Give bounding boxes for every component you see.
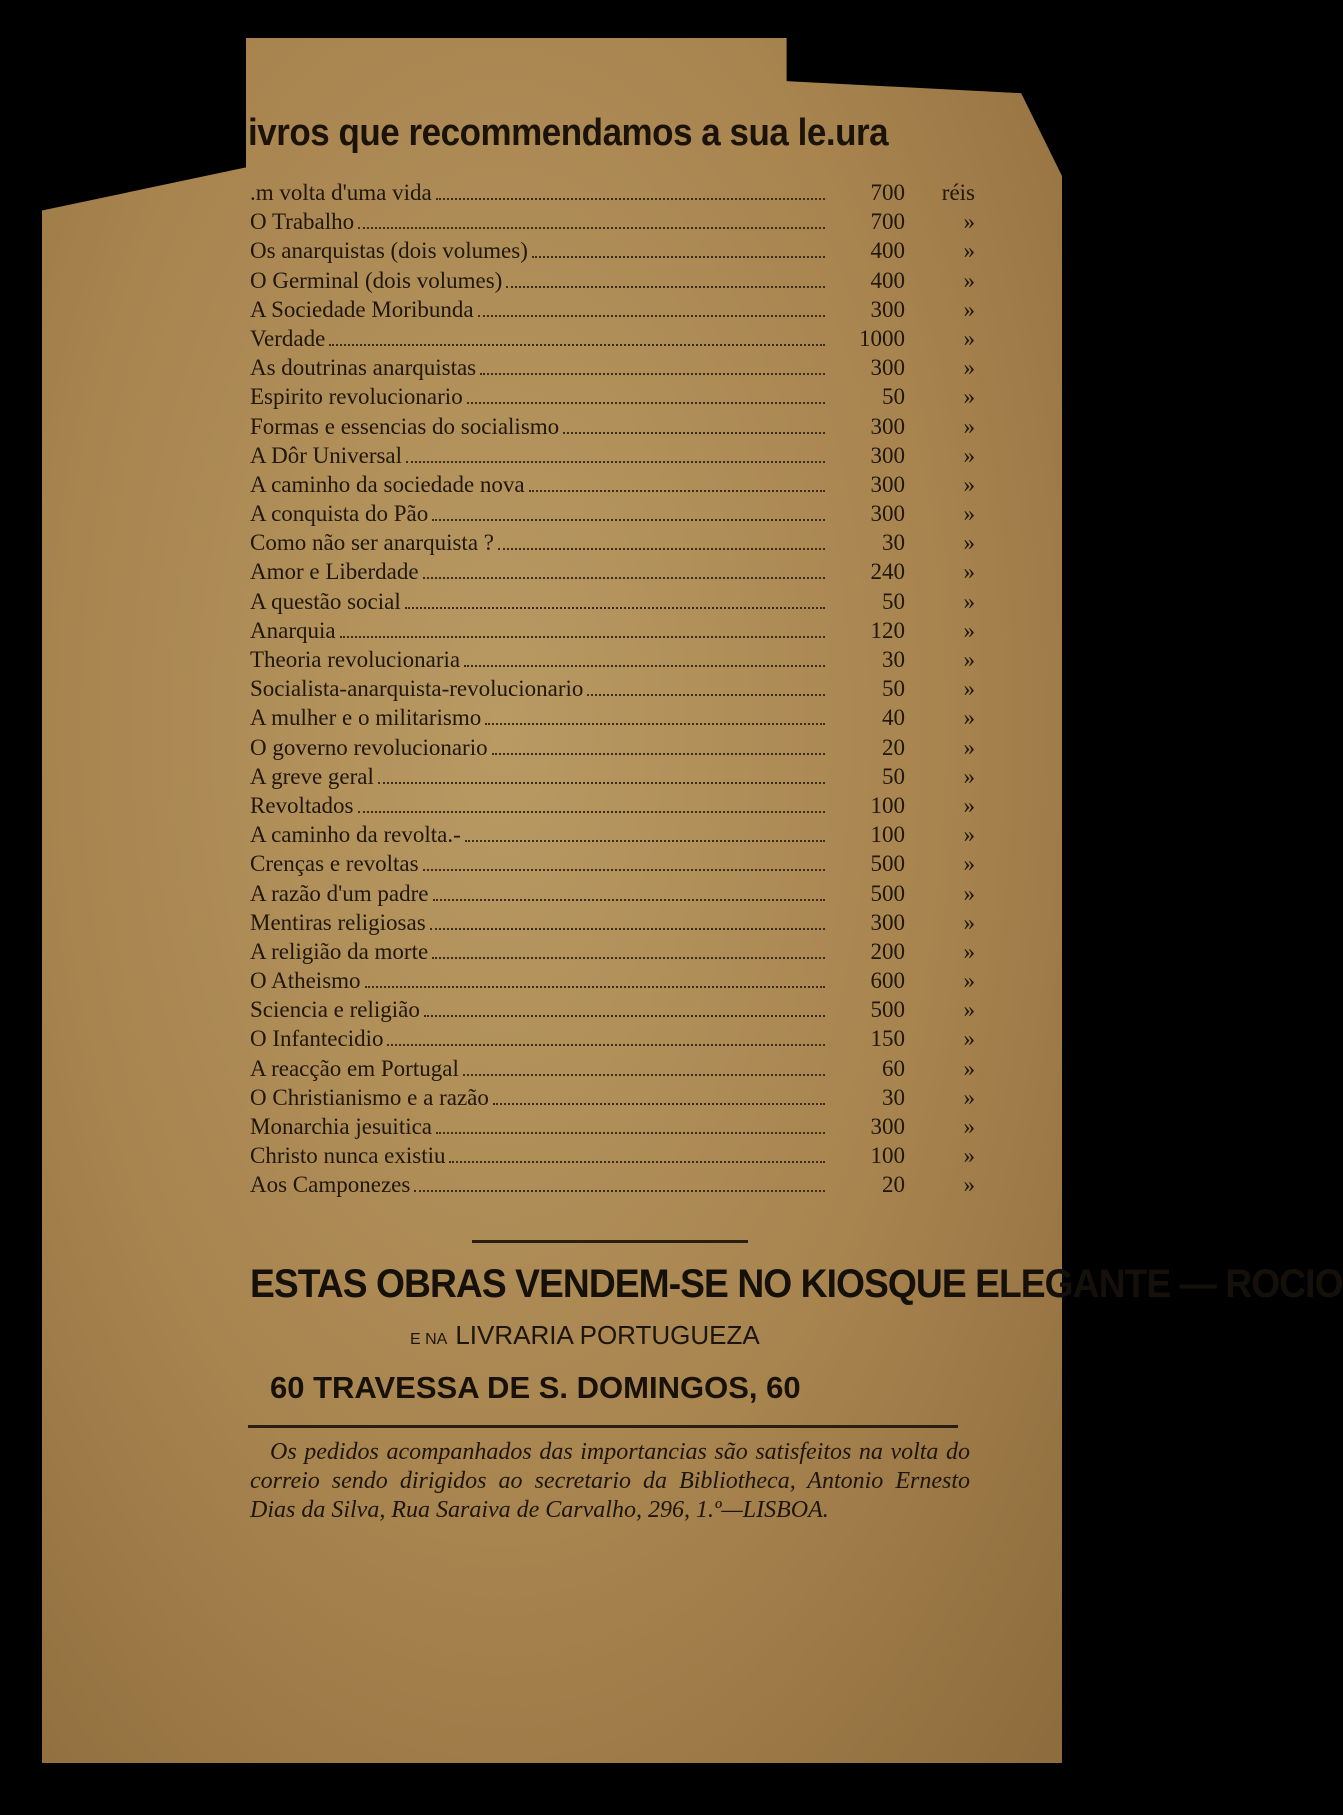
book-price: 30 — [882, 1084, 905, 1110]
book-title: Anarquia — [250, 617, 336, 643]
book-price: 500 — [870, 997, 905, 1023]
dot-leader — [406, 461, 825, 463]
dot-leader — [358, 811, 826, 813]
book-title: A mulher e o militarismo — [250, 705, 482, 731]
dot-leader — [424, 1015, 825, 1017]
price-unit: » — [963, 1084, 975, 1110]
dot-leader — [449, 1161, 825, 1163]
dot-leader — [433, 899, 826, 901]
book-title: O Christianismo e a razão — [250, 1084, 489, 1110]
divider-long — [248, 1425, 958, 1428]
book-title: O Infantecidio — [250, 1026, 384, 1052]
book-price: 400 — [870, 238, 905, 264]
book-title: Amor e Liberdade — [250, 559, 419, 585]
dot-leader — [387, 1044, 825, 1046]
dot-leader — [467, 402, 825, 404]
book-row — [250, 735, 975, 764]
price-unit: » — [963, 471, 975, 497]
book-price: 120 — [870, 617, 905, 643]
bookshop-name: LIVRARIA PORTUGUEZA — [455, 1320, 760, 1350]
book-row — [250, 238, 975, 267]
book-row — [250, 180, 975, 209]
dot-leader — [563, 432, 825, 434]
book-row — [250, 209, 975, 238]
book-price: 500 — [870, 851, 905, 877]
book-price: 300 — [870, 909, 905, 935]
price-unit: » — [963, 325, 975, 351]
book-row — [250, 1026, 975, 1055]
price-unit: » — [963, 676, 975, 702]
price-unit: » — [963, 938, 975, 964]
book-row — [250, 793, 975, 822]
book-price: 150 — [870, 1026, 905, 1052]
book-price: 20 — [882, 734, 905, 760]
book-row — [250, 822, 975, 851]
price-unit: » — [963, 647, 975, 672]
book-price: 240 — [870, 559, 905, 585]
book-price: 400 — [870, 267, 905, 293]
dot-leader — [498, 548, 825, 550]
book-price: 300 — [870, 413, 905, 439]
book-title: Formas e essencias do socialismo — [250, 413, 560, 439]
price-unit: » — [963, 442, 975, 468]
dot-leader — [358, 227, 825, 229]
book-title: Aos Camponezes — [250, 1172, 411, 1198]
book-title: A reacção em Portugal — [250, 1055, 459, 1081]
price-unit: » — [963, 968, 975, 994]
book-row — [250, 968, 975, 997]
book-row — [250, 910, 975, 939]
book-title: O Trabalho — [250, 209, 355, 235]
price-unit: » — [963, 705, 975, 731]
dot-leader — [485, 723, 825, 725]
book-title: A caminho da revolta.- — [250, 822, 461, 848]
book-row — [250, 647, 975, 676]
book-title: A caminho da sociedade nova — [250, 471, 525, 497]
dot-leader — [423, 869, 825, 871]
book-title: Monarchia jesuitica — [250, 1114, 433, 1139]
dot-leader — [340, 636, 825, 638]
book-title: Como não ser anarquista ? — [250, 530, 494, 556]
price-unit: » — [963, 763, 975, 789]
book-title: Socialista-anarquista-revolucionario — [250, 676, 584, 702]
book-row — [250, 297, 975, 326]
dot-leader — [329, 344, 825, 346]
dot-leader — [423, 577, 825, 579]
book-row — [250, 881, 975, 910]
order-note: Os pedidos acompanhados das importancias são satisfeitos na volta do correio sendo dirigidos ao secretario da Bibliotheca, Antonio Ernesto Dias da Silva, Rua Saraiva de Carvalho, 296, 1.º—LISBOA. — [250, 1439, 970, 1523]
book-row — [250, 1114, 975, 1143]
book-price: 300 — [870, 501, 905, 527]
book-row — [250, 414, 975, 443]
price-unit: » — [963, 501, 975, 527]
book-title: A greve geral — [250, 763, 374, 789]
dot-leader — [465, 840, 825, 842]
book-price: 700 — [870, 209, 905, 235]
dot-leader — [432, 957, 825, 959]
book-title: O Atheismo — [250, 968, 361, 994]
book-row — [250, 618, 975, 647]
dot-leader — [378, 782, 825, 784]
book-row — [250, 443, 975, 472]
book-row — [250, 559, 975, 588]
book-row — [250, 764, 975, 793]
page-title: ivros que recommendamos a sua le.ura — [248, 112, 889, 154]
book-row — [250, 530, 975, 559]
book-price: 100 — [870, 792, 905, 818]
book-price: 100 — [870, 1143, 905, 1169]
dot-leader — [480, 373, 825, 375]
dot-leader — [414, 1190, 825, 1192]
dot-leader — [532, 256, 825, 258]
book-price: 40 — [882, 705, 905, 731]
price-unit: » — [963, 1172, 975, 1198]
dot-leader — [405, 607, 825, 609]
book-row — [250, 1056, 975, 1085]
book-row — [250, 472, 975, 501]
price-unit: » — [963, 355, 975, 381]
price-unit: » — [963, 413, 975, 439]
book-price: 500 — [870, 880, 905, 906]
price-unit: » — [963, 559, 975, 585]
book-row — [250, 997, 975, 1026]
book-title: Revoltados — [250, 792, 354, 818]
book-row — [250, 268, 975, 297]
book-row — [250, 384, 975, 413]
book-price: 30 — [882, 530, 905, 556]
book-price: 60 — [882, 1055, 905, 1081]
price-unit: » — [963, 267, 975, 293]
book-price: 20 — [882, 1172, 905, 1198]
price-unit: » — [963, 238, 975, 264]
book-title: A questão social — [250, 588, 401, 614]
book-row — [250, 705, 975, 734]
bookshop-address: 60 TRAVESSA DE S. DOMINGOS, 60 — [270, 1370, 801, 1405]
book-price: 200 — [870, 938, 905, 964]
book-title: Christo nunca existiu — [250, 1143, 446, 1169]
book-price: 300 — [870, 1114, 905, 1139]
book-title: Theoria revolucionaria — [250, 647, 461, 672]
book-price: 700 — [870, 180, 905, 205]
book-price: 50 — [882, 676, 905, 702]
book-row — [250, 1172, 975, 1201]
book-price: 600 — [870, 968, 905, 994]
price-unit: » — [963, 384, 975, 410]
book-title: Espirito revolucionario — [250, 384, 463, 410]
book-title: As doutrinas anarquistas — [250, 355, 477, 381]
bookshop-prefix: E NA — [410, 1331, 448, 1348]
book-title: A razão d'um padre — [250, 880, 429, 906]
dot-leader — [529, 490, 825, 492]
price-unit: » — [963, 822, 975, 848]
dot-leader — [430, 928, 825, 930]
price-unit: » — [963, 1114, 975, 1139]
book-title: O Germinal (dois volumes) — [250, 267, 503, 293]
book-price: 50 — [882, 384, 905, 410]
book-title: A conquista do Pão — [250, 501, 429, 527]
book-price: 50 — [882, 763, 905, 789]
book-title: Sciencia e religião — [250, 997, 420, 1023]
book-title: A religião da morte — [250, 938, 429, 964]
price-unit: » — [963, 209, 975, 235]
book-title: A Dôr Universal — [250, 442, 403, 468]
book-row — [250, 939, 975, 968]
price-unit: » — [963, 880, 975, 906]
price-unit: » — [963, 792, 975, 818]
book-row — [250, 851, 975, 880]
dot-leader — [492, 753, 825, 755]
dot-leader — [365, 986, 825, 988]
book-title: Verdade — [250, 325, 326, 351]
dot-leader — [464, 665, 825, 667]
dot-leader — [493, 1103, 825, 1105]
book-row — [250, 1085, 975, 1114]
book-price: 300 — [870, 471, 905, 497]
book-title: A Sociedade Moribunda — [250, 296, 474, 322]
price-unit: » — [963, 1026, 975, 1052]
book-row — [250, 355, 975, 384]
book-title: Mentiras religiosas — [250, 909, 426, 935]
book-price: 50 — [882, 588, 905, 614]
price-unit: réis — [941, 180, 975, 205]
bookshop-line — [410, 1320, 760, 1351]
price-unit: » — [963, 1055, 975, 1081]
price-unit: » — [963, 997, 975, 1023]
price-unit: » — [963, 530, 975, 556]
book-price: 300 — [870, 442, 905, 468]
price-unit: » — [963, 734, 975, 760]
book-price: 300 — [870, 296, 905, 322]
book-price: 100 — [870, 822, 905, 848]
book-price: 1000 — [859, 325, 905, 351]
dot-leader — [436, 1132, 825, 1134]
divider-short — [472, 1240, 748, 1243]
dot-leader — [478, 315, 825, 317]
book-row — [250, 501, 975, 530]
book-row — [250, 1143, 975, 1172]
book-list — [250, 180, 975, 1202]
dot-leader — [506, 286, 825, 288]
price-unit: » — [963, 296, 975, 322]
dot-leader — [463, 1074, 825, 1076]
book-price: 300 — [870, 355, 905, 381]
price-unit: » — [963, 851, 975, 877]
price-unit: » — [963, 588, 975, 614]
price-unit: » — [963, 617, 975, 643]
dot-leader — [432, 519, 825, 521]
dot-leader — [587, 694, 825, 696]
book-price: 30 — [882, 647, 905, 672]
dot-leader — [436, 198, 825, 200]
book-title: Os anarquistas (dois volumes) — [250, 238, 528, 264]
book-row — [250, 589, 975, 618]
sales-line: ESTAS OBRAS VENDEM-SE NO KIOSQUE ELEGANTE — ROCIO — [250, 1262, 1343, 1306]
book-row — [250, 326, 975, 355]
price-unit: » — [963, 909, 975, 935]
book-title: O governo revolucionario — [250, 734, 488, 760]
price-unit: » — [963, 1143, 975, 1169]
book-title: .m volta d'uma vida — [250, 180, 432, 205]
book-row — [250, 676, 975, 705]
book-title: Crenças e revoltas — [250, 851, 419, 877]
